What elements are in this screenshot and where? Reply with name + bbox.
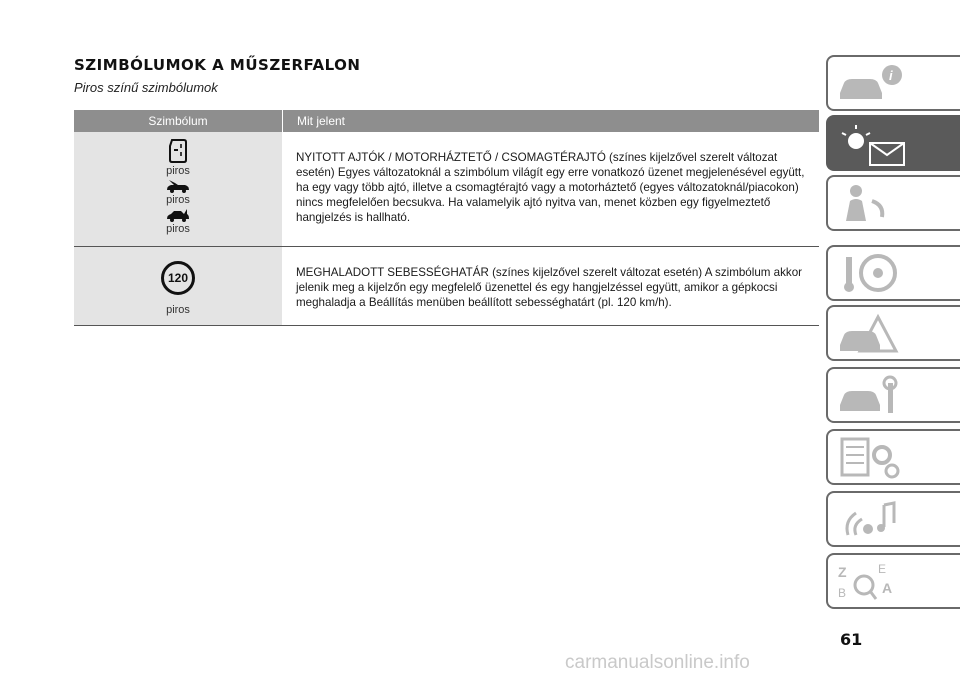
svg-text:i: i (889, 68, 893, 83)
column-header-symbol: Szimbólum (148, 114, 208, 128)
page-number: 61 (840, 630, 863, 649)
tab-safety[interactable] (826, 175, 960, 231)
warning-light-message-icon (834, 121, 914, 169)
column-header-meaning: Mit jelent (282, 110, 819, 132)
multimedia-icon (834, 497, 904, 543)
symbol-color-label: piros (166, 165, 190, 177)
open-door-icon (167, 138, 189, 164)
tab-technical-data[interactable] (826, 429, 960, 485)
car-trunk-open-icon (165, 208, 191, 222)
table-header (74, 110, 819, 132)
meaning-text: NYITOTT AJTÓK / MOTORHÁZTETŐ / CSOMAGTÉRAJTÓ (színes kijelzővel szerelt változat esetén) Egyes változatoknál a szimbólum világít egy erre vonatkozó üzenet megjelenésével együtt, ha egy vagy több ajtó, illetve a csomagtérajtó vagy a motorháztető (egyes változatoknál/piacokon) nincs megfelelően becsukva. Ha valamelyik ajtó nyitva van, menet közben egy figyelmeztető hangjelzés is hallható. (296, 151, 805, 224)
symbol-color-label: piros (166, 194, 190, 206)
watermark: carmanualsonline.info (565, 652, 750, 673)
specs-gears-icon (834, 435, 904, 481)
symbol-color-label: piros (166, 223, 190, 235)
symbol-color-label: piros (166, 304, 190, 316)
page-title: SZIMBÓLUMOK A MŰSZERFALON (74, 56, 361, 74)
symbol-cell (74, 132, 282, 246)
tab-multimedia[interactable] (826, 491, 960, 547)
speed-limit-icon: 120 (161, 261, 195, 295)
svg-text:B: B (838, 586, 847, 600)
tab-maintenance[interactable] (826, 367, 960, 423)
symbols-table (74, 110, 819, 326)
tab-warning-lights[interactable] (826, 115, 960, 171)
table-row (74, 132, 819, 247)
alphabetical-index-icon (834, 559, 904, 605)
car-breakdown-icon (834, 311, 904, 357)
symbol-cell (74, 247, 282, 325)
table-row (74, 247, 819, 326)
page-subtitle: Piros színű szimbólumok (74, 80, 218, 95)
car-hood-open-icon (165, 179, 191, 193)
tab-index[interactable] (826, 553, 960, 609)
svg-text:A: A (882, 580, 893, 596)
key-steering-wheel-icon (834, 251, 904, 297)
svg-text:Z: Z (838, 564, 847, 580)
car-wrench-icon (834, 373, 904, 419)
car-info-icon (834, 61, 904, 107)
tab-emergency[interactable] (826, 305, 960, 361)
meaning-text: MEGHALADOTT SEBESSÉGHATÁR (színes kijelzővel szerelt változat esetén) A szimbólum akkor jelenik meg a kijelzőn egy megfelelő üzenettel és egy hangjelzéssel együtt, amikor a gépkocsi meghaladja a Beállítás menüben beállított sebességhatárt (pl. 120 km/h). (296, 266, 802, 309)
tab-starting-driving[interactable] (826, 245, 960, 301)
seatbelt-airbag-icon (834, 181, 904, 227)
tab-car-info[interactable] (826, 55, 960, 111)
svg-text:E: E (878, 562, 887, 576)
